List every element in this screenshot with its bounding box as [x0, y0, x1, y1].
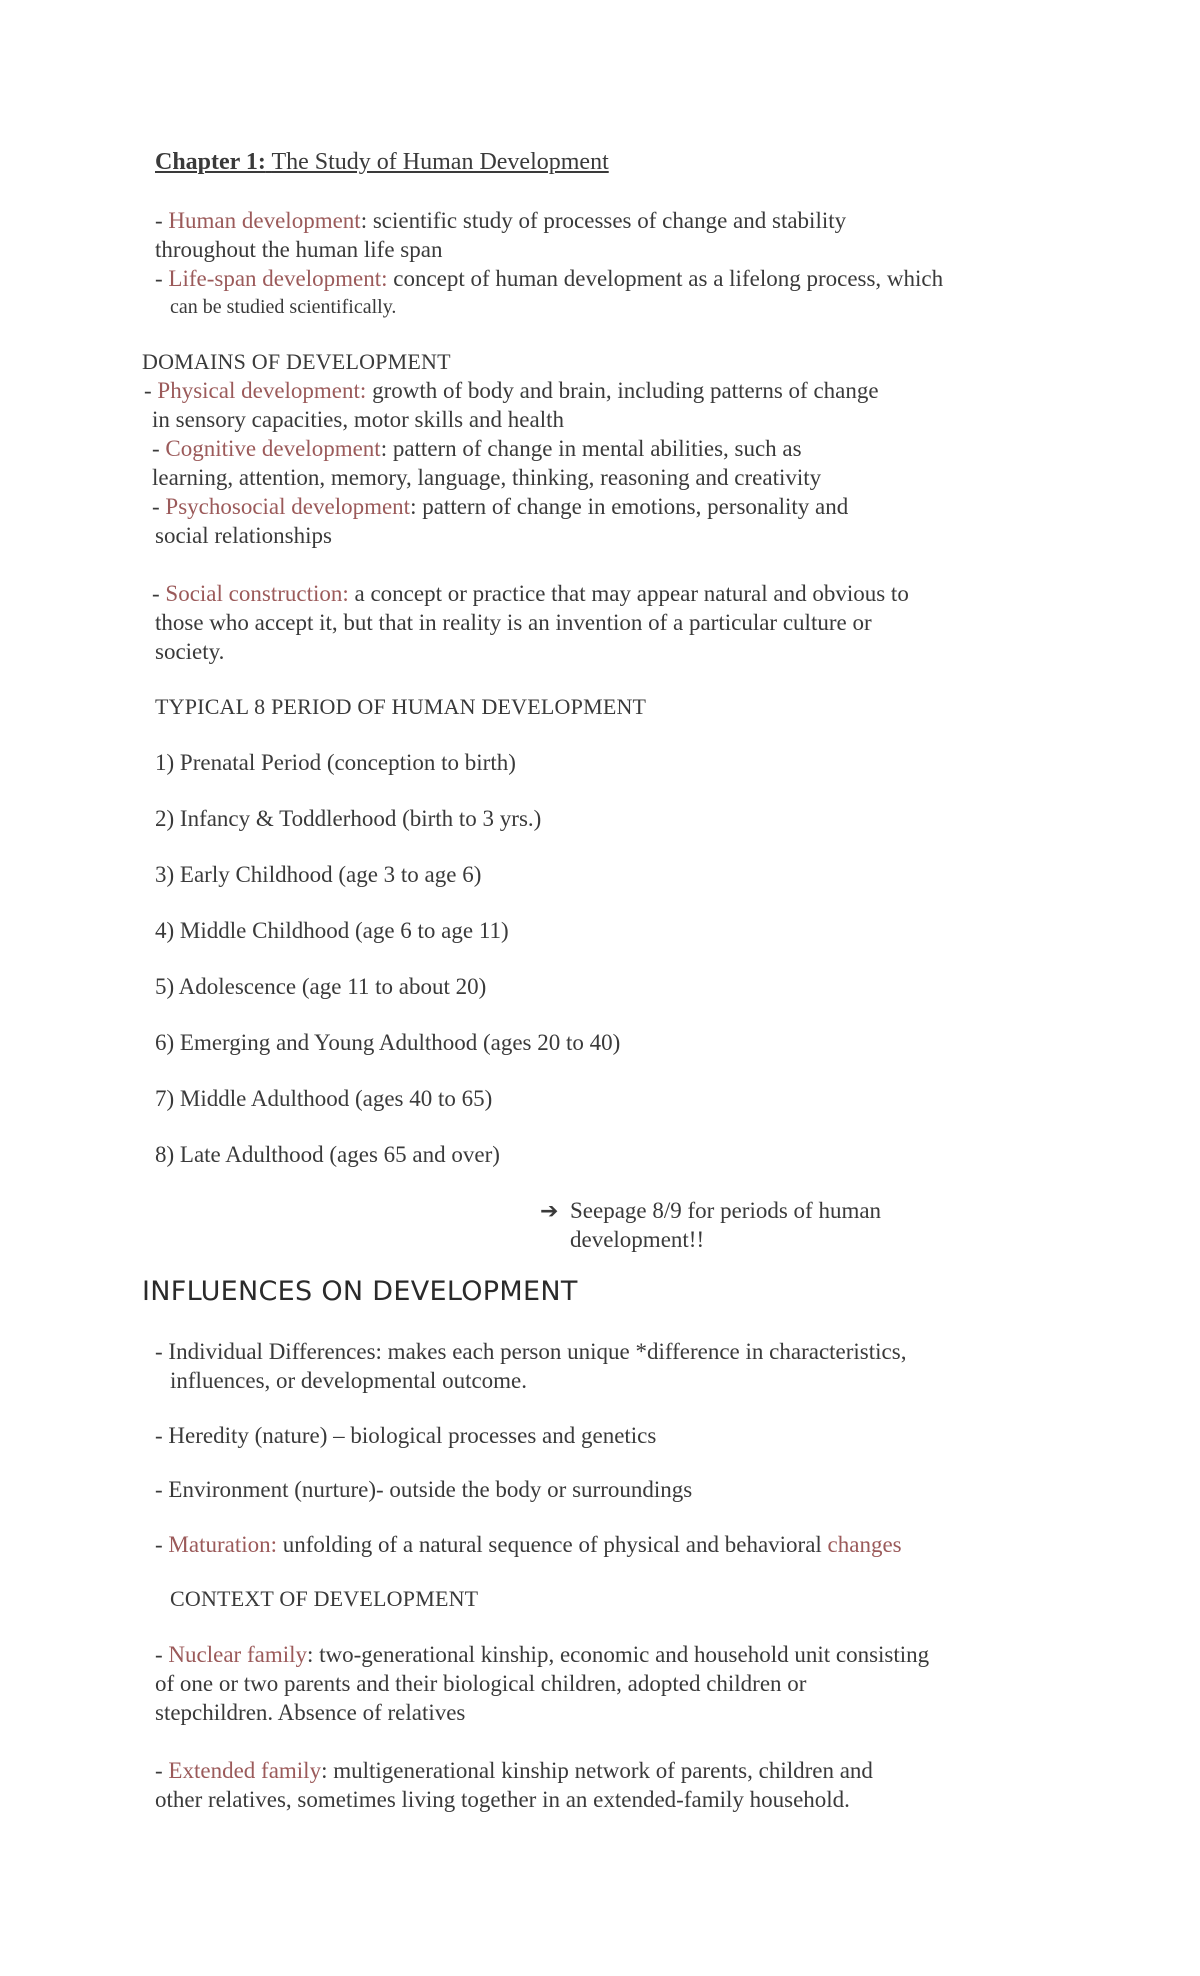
domain-cognitive: - Cognitive development: pattern of change in mental abilities, such as [152, 436, 802, 461]
chapter-label: Chapter 1: [155, 149, 266, 175]
context-heading: CONTEXT OF DEVELOPMENT [170, 1586, 479, 1611]
periods-note [540, 1196, 881, 1226]
influences-heading: INFLUENCES ON DEVELOPMENT [142, 1276, 578, 1307]
influence-heredity: - Heredity (nature) – biological processes and genetics [155, 1423, 657, 1448]
periods-note-text: Seepage 8/9 for periods of human [570, 1198, 882, 1223]
domain-psychosocial: - Psychosocial development: pattern of change in emotions, personality and [152, 494, 849, 519]
period-item: 5) Adolescence (age 11 to about 20) [155, 974, 487, 999]
periods-heading: TYPICAL 8 PERIOD OF HUMAN DEVELOPMENT [155, 694, 647, 719]
context-extended-family-cont: other relatives, sometimes living together in an extended-family household. [155, 1787, 850, 1812]
context-nuclear-family-cont-1: of one or two parents and their biological children, adopted children or [155, 1671, 807, 1696]
term-physical: Physical development: [157, 378, 367, 403]
domain-physical-cont: in sensory capacities, motor skills and health [152, 407, 564, 432]
period-item: 6) Emerging and Young Adulthood (ages 20 to 40) [155, 1030, 621, 1055]
period-item: 3) Early Childhood (age 3 to age 6) [155, 862, 482, 887]
definition-human-development: - Human development: scientific study of processes of change and stability [155, 208, 847, 233]
term-maturation: Maturation: [168, 1532, 278, 1557]
definition-life-span-cont: can be studied scientifically. [170, 296, 397, 318]
influence-individual: - Individual Differences: makes each person unique *difference in characteristics, [155, 1339, 907, 1364]
term-nuclear-family: Nuclear family [168, 1642, 307, 1667]
period-item: 7) Middle Adulthood (ages 40 to 65) [155, 1086, 493, 1111]
context-nuclear-family-cont-2: stepchildren. Absence of relatives [155, 1700, 466, 1725]
term-social-construction: Social construction: [165, 581, 349, 606]
context-extended-family: - Extended family: multigenerational kinship network of parents, children and [155, 1758, 873, 1783]
definition-social-construction-cont-1: those who accept it, but that in reality is an invention of a particular culture or [155, 610, 872, 635]
domain-cognitive-cont: learning, attention, memory, language, thinking, reasoning and creativity [152, 465, 822, 490]
domain-physical: - Physical development: growth of body and brain, including patterns of change [144, 378, 879, 403]
chapter-title: The Study of Human Development [271, 149, 609, 175]
arrow-right-icon: ➔ [540, 1199, 559, 1224]
chapter-heading [155, 148, 609, 177]
influence-individual-cont: influences, or developmental outcome. [170, 1368, 528, 1393]
term-cognitive: Cognitive development [165, 436, 381, 461]
definition-social-construction: - Social construction: a concept or practice that may appear natural and obvious to [152, 581, 909, 606]
periods-note-cont: development!! [570, 1227, 705, 1252]
term-human-development: Human development [168, 208, 361, 233]
influence-maturation: - Maturation: unfolding of a natural sequence of physical and behavioral changes [155, 1532, 902, 1557]
term-life-span: Life-span development: [168, 266, 388, 291]
period-item: 2) Infancy & Toddlerhood (birth to 3 yrs.) [155, 806, 542, 831]
definition-social-construction-cont-2: society. [155, 639, 225, 664]
domains-heading: DOMAINS OF DEVELOPMENT [142, 349, 451, 374]
influence-environment: - Environment (nurture)- outside the body or surroundings [155, 1477, 693, 1502]
term-extended-family: Extended family [168, 1758, 322, 1783]
term-psychosocial: Psychosocial development [165, 494, 411, 519]
period-item: 1) Prenatal Period (conception to birth) [155, 750, 516, 775]
context-nuclear-family: - Nuclear family: two-generational kinship, economic and household unit consisting [155, 1642, 930, 1667]
definition-life-span: - Life-span development: concept of human development as a lifelong process, which [155, 266, 944, 291]
definition-human-development-cont: throughout the human life span [155, 237, 443, 262]
period-item: 4) Middle Childhood (age 6 to age 11) [155, 918, 509, 943]
domain-psychosocial-cont: social relationships [155, 523, 332, 548]
period-item: 8) Late Adulthood (ages 65 and over) [155, 1142, 500, 1167]
